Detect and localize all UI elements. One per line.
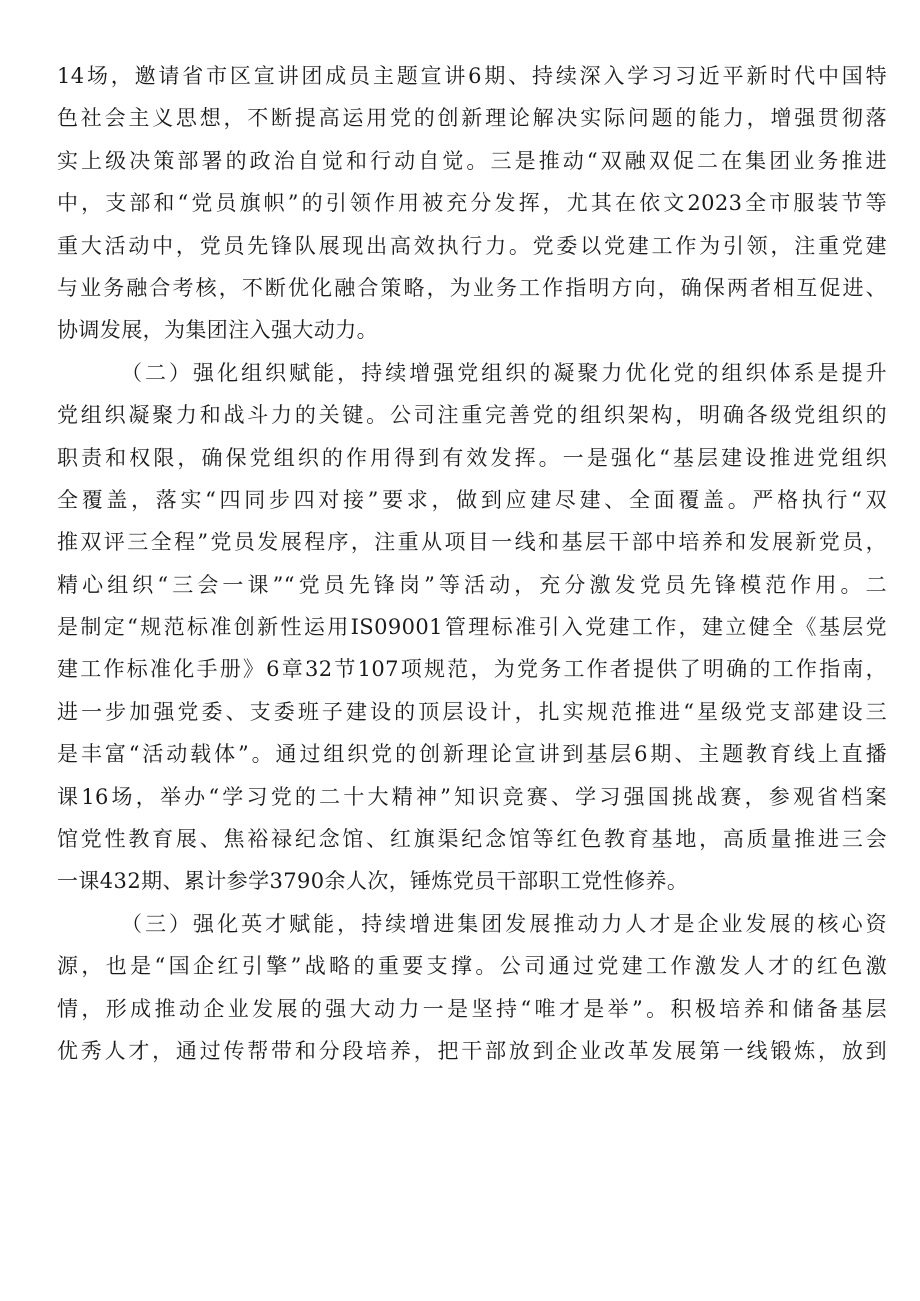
paragraph-line: 14场，邀请省市区宣讲团成员主题宣讲6期、持续深入学习习近平新时代中国特 bbox=[57, 64, 887, 88]
paragraph-line: 协调发展，为集团注入强大动力。 bbox=[57, 318, 378, 343]
paragraph-line: 是丰富“活动载体”。通过组织党的创新理论宣讲到基层6期、主题教育线上直播 bbox=[57, 742, 887, 767]
paragraph-line: 情，形成推动企业发展的强大动力一是坚持“唯才是举”。积极培养和储备基层 bbox=[57, 996, 887, 1021]
paragraph-line: 重大活动中，党员先锋队展现出高效执行力。党委以党建工作为引领，注重党建 bbox=[57, 233, 887, 258]
paragraph-line: 中，支部和“党员旗帜”的引领作用被充分发挥，尤其在依文2023全市服装节等 bbox=[57, 191, 887, 216]
paragraph-line: 馆党性教育展、焦裕禄纪念馆、红旗渠纪念馆等红色教育基地，高质量推进三会 bbox=[57, 827, 887, 852]
paragraph-line: 源，也是“国企红引擎”战略的重要支撑。公司通过党建工作激发人才的红色激 bbox=[57, 954, 887, 979]
paragraph-line: 党组织凝聚力和战斗力的关键。公司注重完善党的组织架构，明确各级党组织的 bbox=[57, 403, 887, 428]
paragraph-line: 职责和权限，确保党组织的作用得到有效发挥。一是强化“基层建设推进党组织 bbox=[57, 445, 887, 470]
paragraph-line: 推双评三全程”党员发展程序，注重从项目一线和基层干部中培养和发展新党员， bbox=[57, 530, 887, 555]
paragraph-line: 精心组织“三会一课”“党员先锋岗”等活动，充分激发党员先锋模范作用。二 bbox=[57, 572, 887, 597]
paragraph-line: 与业务融合考核，不断优化融合策略，为业务工作指明方向，确保两者相互促进、 bbox=[57, 275, 887, 300]
paragraph-line: 课16场，举办“学习党的二十大精神”知识竞赛、学习强国挑战赛，参观省档案 bbox=[57, 784, 887, 809]
section-heading-line: （二）强化组织赋能，持续增强党组织的凝聚力优化党的组织体系是提升 bbox=[121, 360, 887, 385]
paragraph-line: 实上级决策部署的政治自觉和行动自觉。三是推动“双融双促二在集团业务推进 bbox=[57, 148, 887, 173]
paragraph-line: 优秀人才，通过传帮带和分段培养，把干部放到企业改革发展第一线锻炼，放到 bbox=[57, 1038, 887, 1063]
paragraph-line: 进一步加强党委、支委班子建设的顶层设计，扎实规范推进“星级党支部建设三 bbox=[57, 699, 887, 724]
section-heading-line: （三）强化英才赋能，持续增进集团发展推动力人才是企业发展的核心资 bbox=[121, 911, 887, 936]
document-body bbox=[57, 58, 887, 1075]
paragraph-line: 一课432期、累计参学3790余人次，锤炼党员干部职工党性修养。 bbox=[57, 869, 689, 894]
paragraph-line: 全覆盖，落实“四同步四对接”要求，做到应建尽建、全面覆盖。严格执行“双 bbox=[57, 487, 887, 512]
paragraph-line: 是制定“规范标准创新性运用IS09001管理标准引入党建工作，建立健全《基层党 bbox=[57, 615, 887, 640]
paragraph-line: 色社会主义思想，不断提高运用党的创新理论解决实际问题的能力，增强贯彻落 bbox=[57, 106, 887, 131]
paragraph-line: 建工作标准化手册》6章32节107项规范，为党务工作者提供了明确的工作指南， bbox=[57, 657, 887, 682]
